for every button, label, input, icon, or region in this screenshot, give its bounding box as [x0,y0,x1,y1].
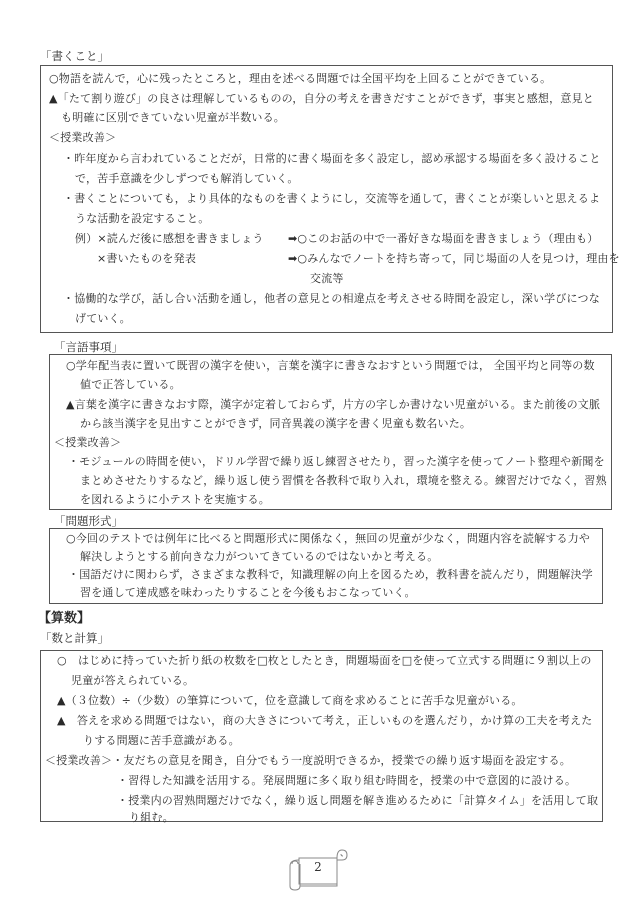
language-box [49,354,612,510]
math-line: ○ はじめに持っていた折り紙の枚数を□枚としたとき，問題場面を□を使って立式する問題に９割以上の [57,654,592,667]
writing-line: ・協働的な学び，話し合い活動を通し，他者の意見との相違点を考えさせる時間を設定し，深い学びにつな [63,292,600,305]
writing-line: うな活動を設定すること。 [75,212,210,225]
subject-heading-math: 【算数】 [38,611,91,626]
writing-line: も明確に区別できていない児童が半数いる。 [61,111,285,124]
writing-line: ▲「たて割り遊び」の良さは理解しているものの，自分の考えを書きだすことができず，事実と感想，意見と [49,92,594,105]
format-line: 解決しようとする前向きな力がついてきているのではないかと考える。 [80,550,439,563]
page-number: 2 [314,860,322,874]
math-line: ▲（３位数）÷（少数）の筆算について，位を意識して商を求めることに苦手な児童がいる。 [57,694,523,707]
language-line: まとめさせたりするなど，繰り返し使う習慣を各教科で取り入れ，環境を整える。練習だけでなく，習熟 [80,474,607,487]
math-line: ・授業内の習熟問題だけでなく，繰り返し問題を解き進めるために「計算タイム」を活用して取 [117,794,599,807]
page-number-badge [287,846,349,892]
math-line: ＜授業改善＞・友だちの意見を聞き，自分でもう一度説明できるか，授業での繰り返す場面を設定する。 [45,754,571,767]
writing-line: ・昨年度から言われていることだが，日常的に書く場面を多く設定し，認め承認する場面を多く設けること [63,152,601,165]
math-line: 児童が答えられている。 [71,674,195,687]
format-line: ・国語だけに関わらず，さまざまな教科で，知識理解の向上を図るため，教科書を読んだり，問題解決学 [68,568,593,581]
writing-example: 交流等 [310,272,344,285]
language-line: ＜授業改善＞ [54,436,122,449]
writing-box [40,65,620,333]
writing-line: げていく。 [75,312,131,325]
math-line: ▲ 答えを求める問題ではない，商の大きさについて考え，正しいものを選んだり，かけ算の工夫を考えた [57,714,593,727]
section-label-number: 「数と計算」 [40,631,109,645]
section-label-writing: 「書くこと」 [40,49,109,63]
format-line: 習を通して達成感を味わったりすることを今後もおこなっていく。 [80,586,416,599]
writing-line: ＜授業改善＞ [49,131,117,144]
writing-example: ×書いたものを発表 [97,252,197,265]
math-line: りする問題に苦手意識がある。 [83,734,240,747]
language-line: を図れるように小テストを実施する。 [80,493,270,506]
format-box [49,528,603,604]
writing-example: 例）×読んだ後に感想を書きましょう [75,232,264,245]
writing-line: で，苦手意識を少しずつでも解消していく。 [75,172,299,185]
language-line: ○学年配当表に置いて既習の漢字を使い，言葉を漢字に書きなおすという問題では， 全国平均と同等の数 [66,359,595,372]
writing-example: ➡○みんなでノートを持ち寄って，同じ場面の人を見つけ，理由を [288,252,620,265]
math-box [40,650,603,822]
format-line: ○今回のテストでは例年に比べると問題形式に関係なく，無回の児童が少なく，問題内容を読解する力や [66,532,591,545]
language-line: 値で正答している。 [80,378,181,391]
writing-line: ・書くことについても，より具体的なものを書くようにし，交流等を通して，書くことが楽しいと思えるよ [63,192,601,205]
language-line: ▲言葉を漢字に書きなおす際，漢字が定着しておらず，片方の字しか書けない児童がいる。また前後の文脈 [66,398,601,411]
writing-line: ○物語を読んで，心に残ったところと，理由を述べる問題では全国平均を上回ることができている。 [49,72,552,85]
section-label-format: 「問題形式」 [54,514,123,528]
language-line: から該当漢字を見出すことができず，同音異義の漢字を書く児童も数名いた。 [80,417,472,430]
math-line: ・習得した知識を活用する。発展問題に多く取り組む時間を，授業の中で意図的に設ける。 [117,774,577,787]
language-line: ・モジュールの時間を使い，ドリル学習で繰り返し練習させたり，習った漢字を使ってノート整理や新聞を [68,455,605,468]
writing-example: ➡○このお話の中で一番好きな場面を書きましょう（理由も） [288,232,599,245]
math-line: り組む。 [129,811,174,824]
section-label-language: 「言語事項」 [54,340,123,354]
